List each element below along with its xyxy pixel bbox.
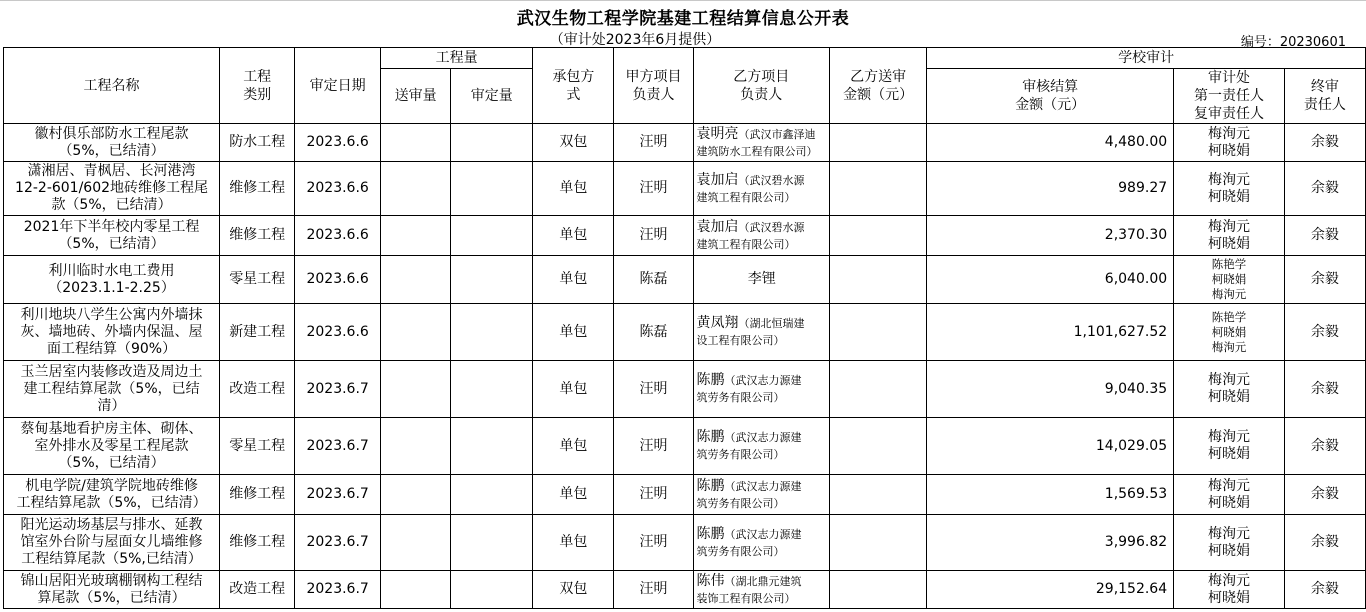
cell-approved-qty <box>451 515 533 571</box>
cell-final-responsible-text: 余毅 <box>1310 134 1339 150</box>
cell-project-name <box>4 256 220 304</box>
cell-project-name <box>4 216 220 256</box>
table-row <box>4 418 1366 475</box>
cell-contract-text: 双包 <box>559 581 588 597</box>
cell-approved-qty <box>451 571 533 609</box>
cell-contract <box>533 216 614 256</box>
cell-first-responsible-text: 陈艳学 柯晓娟 梅洵元 <box>1211 309 1247 354</box>
cell-first-responsible-text: 梅洵元 柯晓娟 <box>1207 171 1250 205</box>
party-b-company: （武汉志力源建 筑劳务有限公司） <box>696 431 802 461</box>
cell-first-responsible <box>1174 571 1285 609</box>
header-name: 工程名称 <box>4 48 220 124</box>
cell-project-name-text: 利川地块八学生公寓内外墙抹 灰、墙地砖、外墙内保温、屋 面工程结算（90%） <box>20 306 203 357</box>
cell-category <box>220 162 295 216</box>
cell-project-name <box>4 515 220 571</box>
cell-submitted-qty <box>381 162 451 216</box>
cell-project-name-text: 锦山居阳光玻璃棚钢构工程结 算尾款（5%，已结清） <box>20 572 203 606</box>
cell-audit-amount <box>927 124 1174 162</box>
party-b-company: （武汉志力源建 筑劳务有限公司） <box>696 527 802 558</box>
cell-first-responsible-text: 梅洵元 柯晓娟 <box>1207 477 1250 511</box>
party-b-person: 陈鹏 <box>696 372 725 388</box>
header-category <box>220 48 295 124</box>
cell-final-responsible-text: 余毅 <box>1310 486 1339 502</box>
cell-first-responsible-text: 梅洵元 柯晓娟 <box>1207 372 1250 405</box>
cell-first-responsible-text: 梅洵元 柯晓娟 <box>1207 429 1250 462</box>
cell-contract <box>533 256 614 304</box>
cell-final-responsible <box>1284 124 1365 162</box>
party-b-company: （武汉志力源建 筑劳务有限公司） <box>696 374 802 404</box>
cell-submitted-qty <box>381 418 451 475</box>
cell-party-b-amount <box>829 361 926 418</box>
cell-party-a <box>614 216 693 256</box>
table-row <box>4 515 1366 571</box>
cell-contract-text: 单包 <box>559 227 588 243</box>
cell-party-b <box>693 256 829 304</box>
cell-contract <box>533 515 614 571</box>
cell-approved-qty <box>451 304 533 361</box>
cell-date-text: 2023.6.6 <box>306 134 369 150</box>
header-contract <box>533 48 614 124</box>
cell-submitted-qty <box>381 124 451 162</box>
cell-party-b <box>693 304 829 361</box>
cell-final-responsible <box>1284 256 1365 304</box>
cell-audit-amount <box>927 361 1174 418</box>
cell-party-a <box>614 418 693 475</box>
cell-party-a-text: 汪明 <box>639 134 668 150</box>
header-party-b <box>693 48 829 124</box>
cell-contract <box>533 162 614 216</box>
cell-party-b-amount <box>829 475 926 515</box>
header-party-b-text: 乙方项目 负责人 <box>733 68 790 103</box>
cell-category-text: 改造工程 <box>229 581 286 597</box>
cell-final-responsible <box>1284 475 1365 515</box>
cell-category <box>220 124 295 162</box>
cell-category-text: 改造工程 <box>229 380 286 397</box>
cell-party-a <box>614 256 693 304</box>
cell-party-b <box>693 216 829 256</box>
cell-audit-amount <box>927 162 1174 216</box>
cell-audit-amount <box>927 216 1174 256</box>
cell-contract-text: 单包 <box>559 323 588 340</box>
cell-audit-amount <box>927 304 1174 361</box>
cell-final-responsible-text: 余毅 <box>1310 227 1339 243</box>
cell-final-responsible-text: 余毅 <box>1310 380 1339 397</box>
cell-final-responsible <box>1284 515 1365 571</box>
cell-contract-text: 双包 <box>559 134 588 150</box>
cell-date-text: 2023.6.7 <box>306 380 369 397</box>
cell-date <box>295 571 381 609</box>
cell-first-responsible <box>1174 418 1285 475</box>
cell-contract <box>533 418 614 475</box>
header-party-b-amount <box>829 48 926 124</box>
cell-project-name <box>4 304 220 361</box>
table-row <box>4 304 1366 361</box>
cell-party-a <box>614 571 693 609</box>
header-approved-qty: 审定量 <box>451 69 533 124</box>
cell-first-responsible <box>1174 361 1285 418</box>
cell-first-responsible-text: 梅洵元 柯晓娟 <box>1207 525 1250 559</box>
cell-party-a <box>614 361 693 418</box>
cell-date-text: 2023.6.7 <box>306 437 369 454</box>
cell-audit-amount <box>927 418 1174 475</box>
cell-contract <box>533 475 614 515</box>
header-submitted-qty: 送审量 <box>381 69 451 124</box>
cell-category-text: 维修工程 <box>229 227 286 243</box>
cell-date <box>295 361 381 418</box>
cell-first-responsible <box>1174 515 1285 571</box>
table-row <box>4 361 1366 418</box>
cell-date <box>295 515 381 571</box>
table-row <box>4 124 1366 162</box>
settlement-table <box>3 47 1366 609</box>
party-b-company: （武汉市鑫泽迪 建筑防水工程有限公司） <box>696 127 818 158</box>
cell-date <box>295 216 381 256</box>
cell-party-a-text: 汪明 <box>639 486 668 502</box>
cell-party-a <box>614 124 693 162</box>
cell-date <box>295 124 381 162</box>
serial-number: 编号：20230601 <box>1240 35 1346 50</box>
cell-party-b <box>693 571 829 609</box>
cell-category <box>220 216 295 256</box>
cell-project-name <box>4 162 220 216</box>
cell-final-responsible <box>1284 418 1365 475</box>
cell-project-name <box>4 475 220 515</box>
cell-date <box>295 162 381 216</box>
cell-first-responsible <box>1174 162 1285 216</box>
cell-category-text: 维修工程 <box>229 534 286 550</box>
cell-project-name <box>4 418 220 475</box>
party-b-company: （武汉碧水源 建筑工程有限公司） <box>696 173 805 204</box>
cell-date <box>295 418 381 475</box>
cell-submitted-qty <box>381 304 451 361</box>
cell-contract-text: 单包 <box>559 534 588 550</box>
cell-approved-qty <box>451 418 533 475</box>
cell-party-b <box>693 418 829 475</box>
cell-final-responsible <box>1284 162 1365 216</box>
table-row <box>4 475 1366 515</box>
cell-category-text: 防水工程 <box>229 134 286 150</box>
cell-party-a <box>614 162 693 216</box>
cell-party-b <box>693 124 829 162</box>
party-b-company: （武汉碧水源 建筑工程有限公司） <box>696 220 805 251</box>
header-audit-amount <box>927 69 1174 124</box>
cell-submitted-qty <box>381 475 451 515</box>
cell-audit-amount <box>927 475 1174 515</box>
cell-audit-amount-text: 2,370.30 <box>1104 227 1168 243</box>
cell-first-responsible <box>1174 216 1285 256</box>
cell-project-name <box>4 124 220 162</box>
party-b-person: 陈伟 <box>696 572 725 589</box>
cell-audit-amount-text: 6,040.00 <box>1104 271 1168 287</box>
page-title: 武汉生物工程学院基建工程结算信息公开表 <box>516 9 850 29</box>
party-b-person: 李锂 <box>747 271 776 287</box>
cell-final-responsible-text: 余毅 <box>1310 534 1339 550</box>
cell-party-b-amount <box>829 515 926 571</box>
cell-final-responsible-text: 余毅 <box>1310 581 1339 597</box>
cell-audit-amount-text: 29,152.64 <box>1095 581 1168 597</box>
cell-project-name-text: 机电学院/建筑学院地砖维修 工程结算尾款（5%，已结清） <box>16 477 207 511</box>
party-b-person: 陈鹏 <box>696 429 725 445</box>
cell-category <box>220 475 295 515</box>
cell-category <box>220 304 295 361</box>
party-b-person: 陈鹏 <box>696 525 725 542</box>
cell-final-responsible <box>1284 361 1365 418</box>
cell-approved-qty <box>451 162 533 216</box>
cell-first-responsible <box>1174 124 1285 162</box>
cell-contract <box>533 361 614 418</box>
cell-audit-amount <box>927 571 1174 609</box>
header-party-a-text: 甲方项目 负责人 <box>625 68 682 103</box>
cell-category-text: 维修工程 <box>229 486 286 502</box>
cell-audit-amount-text: 14,029.05 <box>1095 437 1168 454</box>
cell-audit-amount-text: 3,996.82 <box>1104 534 1168 550</box>
header-first-responsible <box>1174 69 1285 124</box>
cell-category <box>220 418 295 475</box>
cell-approved-qty <box>451 124 533 162</box>
cell-category <box>220 515 295 571</box>
cell-approved-qty <box>451 361 533 418</box>
cell-party-b <box>693 162 829 216</box>
cell-category-text: 零星工程 <box>229 437 286 454</box>
header-audit-amount-text: 审核结算 金额（元） <box>1015 79 1086 113</box>
cell-final-responsible-text: 余毅 <box>1310 323 1339 340</box>
cell-project-name-text: 玉兰居室内装修改造及周边土 建工程结算尾款（5%，已结 清） <box>20 363 203 414</box>
cell-final-responsible-text: 余毅 <box>1310 180 1339 196</box>
cell-project-name <box>4 361 220 418</box>
cell-party-b-amount <box>829 162 926 216</box>
cell-category <box>220 361 295 418</box>
cell-final-responsible <box>1284 571 1365 609</box>
table-row <box>4 216 1366 256</box>
header-quantity: 工程量 <box>381 48 533 69</box>
cell-party-b-amount <box>829 124 926 162</box>
header-date: 审定日期 <box>295 48 381 124</box>
party-b-person: 陈鹏 <box>696 477 725 494</box>
cell-party-a <box>614 304 693 361</box>
cell-first-responsible-text: 梅洵元 柯晓娟 <box>1207 572 1250 606</box>
table-row <box>4 256 1366 304</box>
cell-category-text: 维修工程 <box>229 180 286 196</box>
header-first-responsible-text: 审计处 第一责任人 复审责任人 <box>1193 70 1264 122</box>
cell-first-responsible <box>1174 304 1285 361</box>
party-b-company: （湖北恒瑞建 设工程有限公司） <box>696 317 805 347</box>
sheet-top-border <box>0 0 1366 1</box>
cell-project-name-text: 利川临时水电工费用 （2023.1.1-2.25） <box>48 262 175 296</box>
cell-party-b <box>693 475 829 515</box>
cell-date-text: 2023.6.6 <box>306 271 369 287</box>
cell-date-text: 2023.6.6 <box>306 323 369 340</box>
header-contract-text: 承包方 式 <box>552 68 595 103</box>
cell-party-a <box>614 515 693 571</box>
cell-final-responsible <box>1284 216 1365 256</box>
party-b-person: 袁加启 <box>696 218 739 235</box>
cell-contract-text: 单包 <box>559 380 588 397</box>
cell-contract <box>533 124 614 162</box>
cell-date <box>295 256 381 304</box>
cell-project-name-text: 2021年下半年校内零星工程 （5%，已结清） <box>23 218 200 252</box>
cell-audit-amount-text: 1,101,627.52 <box>1073 323 1168 340</box>
cell-party-a-text: 陈磊 <box>639 323 668 340</box>
header-party-a <box>614 48 693 124</box>
cell-date-text: 2023.6.7 <box>306 486 369 502</box>
party-b-person: 袁明亮 <box>696 125 739 142</box>
cell-project-name <box>4 571 220 609</box>
cell-party-b-amount <box>829 256 926 304</box>
cell-approved-qty <box>451 256 533 304</box>
party-b-company: （湖北鼎元建筑 装饰工程有限公司） <box>696 574 802 605</box>
cell-first-responsible-text: 陈艳学 柯晓娟 梅洵元 <box>1211 257 1247 301</box>
cell-party-a-text: 汪明 <box>639 581 668 597</box>
cell-audit-amount-text: 989.27 <box>1118 180 1168 196</box>
cell-audit-amount-text: 4,480.00 <box>1104 134 1168 150</box>
cell-party-a <box>614 475 693 515</box>
cell-party-b <box>693 515 829 571</box>
cell-party-b-amount <box>829 304 926 361</box>
cell-party-a-text: 陈磊 <box>639 271 668 287</box>
cell-date-text: 2023.6.7 <box>306 581 369 597</box>
cell-date-text: 2023.6.7 <box>306 534 369 550</box>
cell-contract-text: 单包 <box>559 486 588 502</box>
cell-project-name-text: 徽村俱乐部防水工程尾款 （5%，已结清） <box>34 125 189 159</box>
cell-party-b-amount <box>829 571 926 609</box>
cell-contract-text: 单包 <box>559 437 588 454</box>
cell-final-responsible <box>1284 304 1365 361</box>
cell-category <box>220 571 295 609</box>
header-party-b-amount-text: 乙方送审 金额（元） <box>843 68 914 103</box>
cell-first-responsible-text: 梅洵元 柯晓娟 <box>1207 125 1250 159</box>
cell-first-responsible <box>1174 256 1285 304</box>
cell-party-b-amount <box>829 418 926 475</box>
cell-audit-amount-text: 1,569.53 <box>1104 486 1168 502</box>
cell-audit-amount-text: 9,040.35 <box>1104 380 1168 397</box>
cell-party-b-amount <box>829 216 926 256</box>
cell-project-name-text: 蔡甸基地看护房主体、砌体、 室外排水及零星工程尾款 （5%，已结清） <box>20 420 203 471</box>
cell-party-a-text: 汪明 <box>639 180 668 196</box>
cell-party-a-text: 汪明 <box>639 534 668 550</box>
cell-approved-qty <box>451 475 533 515</box>
cell-date-text: 2023.6.6 <box>306 227 369 243</box>
cell-date <box>295 304 381 361</box>
party-b-company: （武汉志力源建 筑劳务有限公司） <box>696 479 802 510</box>
cell-category-text: 零星工程 <box>229 271 286 287</box>
cell-date-text: 2023.6.6 <box>306 180 369 196</box>
cell-party-b <box>693 361 829 418</box>
cell-contract <box>533 571 614 609</box>
header-category-text: 工程 类别 <box>243 68 272 103</box>
cell-final-responsible-text: 余毅 <box>1310 437 1339 454</box>
cell-audit-amount <box>927 515 1174 571</box>
cell-contract-text: 单包 <box>559 180 588 196</box>
cell-first-responsible <box>1174 475 1285 515</box>
cell-party-a-text: 汪明 <box>639 380 668 397</box>
header-school-audit: 学校审计 <box>927 48 1366 69</box>
cell-audit-amount <box>927 256 1174 304</box>
cell-date <box>295 475 381 515</box>
cell-project-name-text: 潇湘居、青枫居、长河港湾 12-2-601/602地砖维修工程尾 款（5%，已结清） <box>15 163 209 213</box>
cell-project-name-text: 阳光运动场基层与排水、延教 馆室外台阶与屋面女儿墙维修 工程结算尾款（5%,已结清） <box>20 517 203 567</box>
table-row <box>4 162 1366 216</box>
cell-first-responsible-text: 梅洵元 柯晓娟 <box>1207 218 1250 252</box>
party-b-person: 黄凤翔 <box>696 315 739 331</box>
cell-approved-qty <box>451 216 533 256</box>
cell-contract <box>533 304 614 361</box>
cell-final-responsible-text: 余毅 <box>1310 271 1339 287</box>
table-row <box>4 571 1366 609</box>
header-final-responsible <box>1284 69 1365 124</box>
cell-submitted-qty <box>381 361 451 418</box>
cell-submitted-qty <box>381 515 451 571</box>
cell-category <box>220 256 295 304</box>
cell-party-a-text: 汪明 <box>639 227 668 243</box>
cell-submitted-qty <box>381 571 451 609</box>
party-b-person: 袁加启 <box>696 171 739 188</box>
cell-category-text: 新建工程 <box>229 323 286 340</box>
cell-submitted-qty <box>381 256 451 304</box>
cell-party-a-text: 汪明 <box>639 437 668 454</box>
cell-submitted-qty <box>381 216 451 256</box>
header-final-responsible-text: 终审 责任人 <box>1303 79 1346 113</box>
cell-contract-text: 单包 <box>559 271 588 287</box>
page-subtitle: （审计处2023年6月提供） <box>549 32 721 48</box>
